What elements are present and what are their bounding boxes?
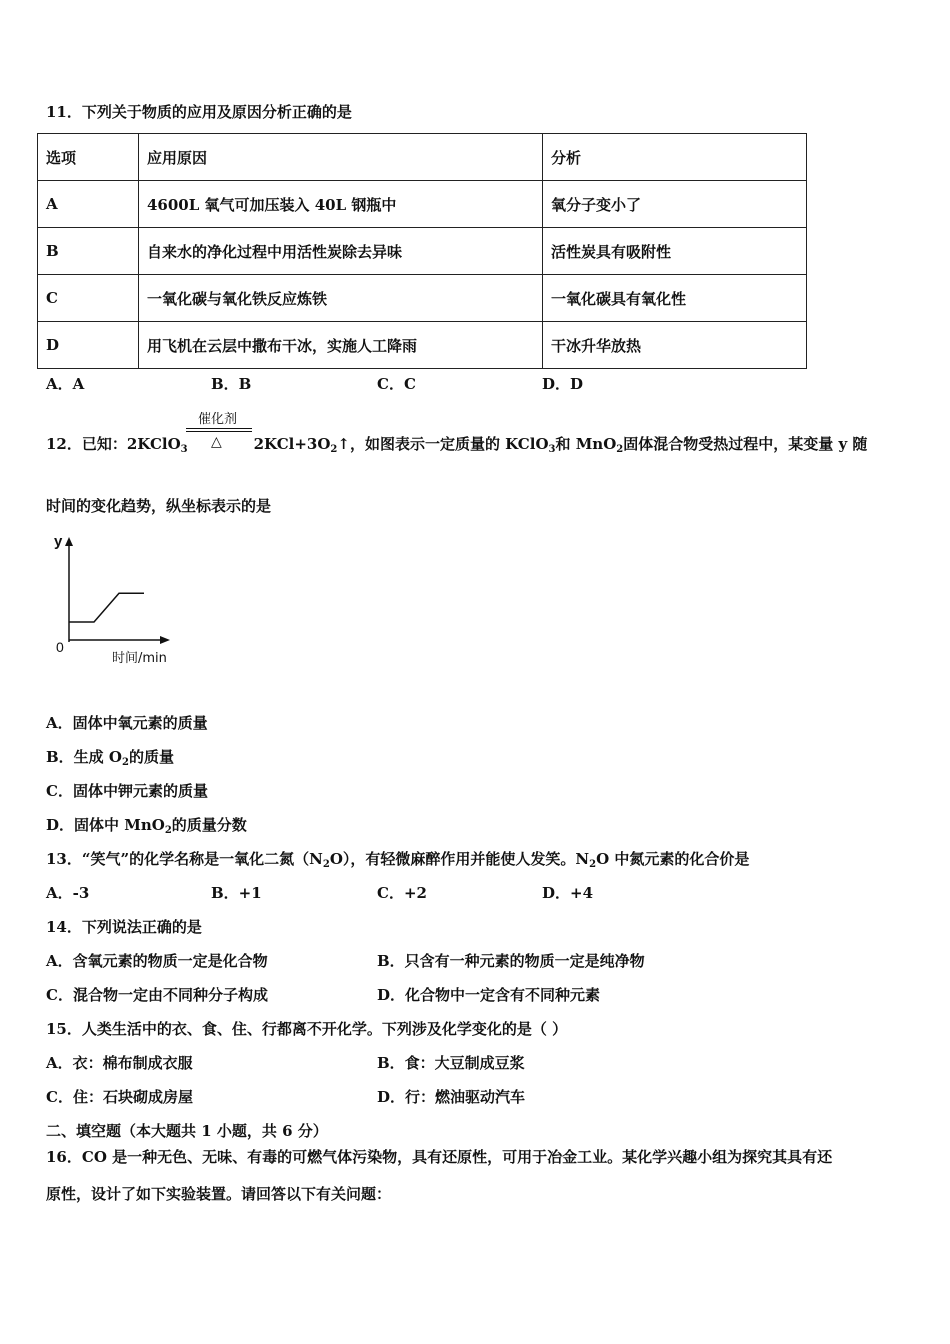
q12-option-b: [46, 747, 174, 773]
table-cell: 4600L 氧气可加压装入 40L 钢瓶中: [139, 181, 543, 228]
q12-subscript: 2: [330, 444, 338, 455]
table-cell: 一氧化碳与氧化铁反应炼铁: [139, 275, 543, 322]
q13-stem-post: O 中氮元素的化合价是: [596, 850, 750, 868]
q12-option-d: [46, 815, 247, 841]
q12-subscript: 2: [616, 444, 624, 455]
y-axis-label: y: [54, 533, 63, 550]
q12-prefix: 12．已知：2KClO: [46, 435, 181, 453]
q16-stem-line1: 16．CO 是一种无色、无味、有毒的可燃气体污染物，具有还原性，可用于冶金工业。某化学兴趣小组为探究其具有还: [46, 1148, 833, 1166]
table-cell: 干冰升华放热: [543, 322, 807, 369]
q11-option-b: B．B: [211, 375, 252, 393]
q12-option-d-sub: 2: [164, 825, 172, 836]
table-cell: C: [38, 275, 139, 322]
x-axis-label: 时间/min: [112, 651, 167, 666]
q12-option-c: C．固体中钾元素的质量: [46, 782, 208, 800]
q11-stem: 11．下列关于物质的应用及原因分析正确的是: [46, 103, 352, 121]
table-row: [38, 181, 807, 228]
q12-line-chart: [40, 528, 200, 673]
q13-option-c: C．+2: [377, 884, 427, 902]
series-line: [69, 593, 144, 622]
q13-option-b: B．+1: [211, 884, 262, 902]
q14-option-c: C．混合物一定由不同种分子构成: [46, 986, 268, 1004]
q12-subscript: 3: [548, 444, 556, 455]
origin-label: 0: [56, 639, 64, 655]
table-header-cell: 选项: [38, 134, 139, 181]
table-header-cell: 分析: [543, 134, 807, 181]
q12-subscript: 3: [180, 444, 188, 455]
table-cell: 氧分子变小了: [543, 181, 807, 228]
q12-option-b-sub: 2: [121, 757, 129, 768]
x-axis-arrow: [160, 636, 170, 644]
q12-option-b-pre: B．生成 O: [46, 748, 122, 766]
reaction-equals-top: [186, 428, 252, 429]
table-cell: A: [38, 181, 139, 228]
table-header-row: [38, 134, 807, 181]
q14-stem: 14．下列说法正确的是: [46, 918, 202, 936]
q11-option-d: D．D: [542, 375, 584, 393]
table-cell: 自来水的净化过程中用活性炭除去异味: [139, 228, 543, 275]
q12-stem-line2: 时间的变化趋势，纵坐标表示的是: [46, 497, 272, 515]
q15-option-d: D．行：燃油驱动汽车: [377, 1088, 526, 1106]
table-cell: 一氧化碳具有氧化性: [543, 275, 807, 322]
q12-option-d-post: 的质量分数: [171, 816, 247, 834]
q13-option-d: D．+4: [542, 884, 594, 902]
table-cell: B: [38, 228, 139, 275]
q12-tail: 固体混合物受热过程中，某变量 y 随: [623, 435, 868, 453]
q15-option-c: C．住：石块砌成房屋: [46, 1088, 193, 1106]
q12-products: 2KCl+3O: [253, 435, 331, 453]
q13-stem: [46, 849, 749, 875]
q14-option-d: D．化合物中一定含有不同种元素: [377, 986, 601, 1004]
table-cell: 活性炭具有吸附性: [543, 228, 807, 275]
q13-option-a: A．-3: [46, 884, 90, 902]
section-heading: 二、填空题（本大题共 1 小题，共 6 分）: [46, 1122, 328, 1140]
q16-stem-line2: 原性，设计了如下实验装置。请回答以下有关问题：: [46, 1185, 392, 1203]
q11-option-c: C．C: [377, 375, 416, 393]
table-cell: 用飞机在云层中撒布干冰，实施人工降雨: [139, 322, 543, 369]
catalyst-label: 催化剂: [198, 412, 238, 427]
table-header-cell: 应用原因: [139, 134, 543, 181]
q13-stem-mid: O），有轻微麻醉作用并能使人发笑。N: [329, 850, 590, 868]
table-row: [38, 228, 807, 275]
q15-option-a: A．衣：棉布制成衣服: [46, 1054, 193, 1072]
q15-option-b: B．食：大豆制成豆浆: [377, 1054, 525, 1072]
heat-symbol: △: [211, 434, 222, 450]
q12-and-text: 和 MnO: [555, 435, 617, 453]
q14-option-b: B．只含有一种元素的物质一定是纯净物: [377, 952, 645, 970]
table-row: [38, 322, 807, 369]
q14-option-a: A．含氧元素的物质一定是化合物: [46, 952, 268, 970]
q12-option-d-pre: D．固体中 MnO: [46, 816, 165, 834]
q11-table: [37, 133, 807, 369]
q13-subscript: 2: [322, 859, 330, 870]
reaction-equals-bottom: [186, 431, 252, 432]
q13-subscript: 2: [589, 859, 597, 870]
table-cell: D: [38, 322, 139, 369]
q13-stem-pre: 13．“笑气”的化学名称是一氧化二氮（N: [46, 850, 323, 868]
q12-stem-line1: [46, 434, 867, 460]
q12-option-b-post: 的质量: [128, 748, 174, 766]
q15-stem: 15．人类生活中的衣、食、住、行都离不开化学。下列涉及化学变化的是（ ）: [46, 1020, 568, 1038]
q12-arrow-text: ↑，如图表示一定质量的 KClO: [337, 435, 549, 453]
table-row: [38, 275, 807, 322]
q12-option-a: A．固体中氧元素的质量: [46, 714, 208, 732]
y-axis-arrow: [65, 537, 73, 546]
q11-option-a: A．A: [46, 375, 85, 393]
